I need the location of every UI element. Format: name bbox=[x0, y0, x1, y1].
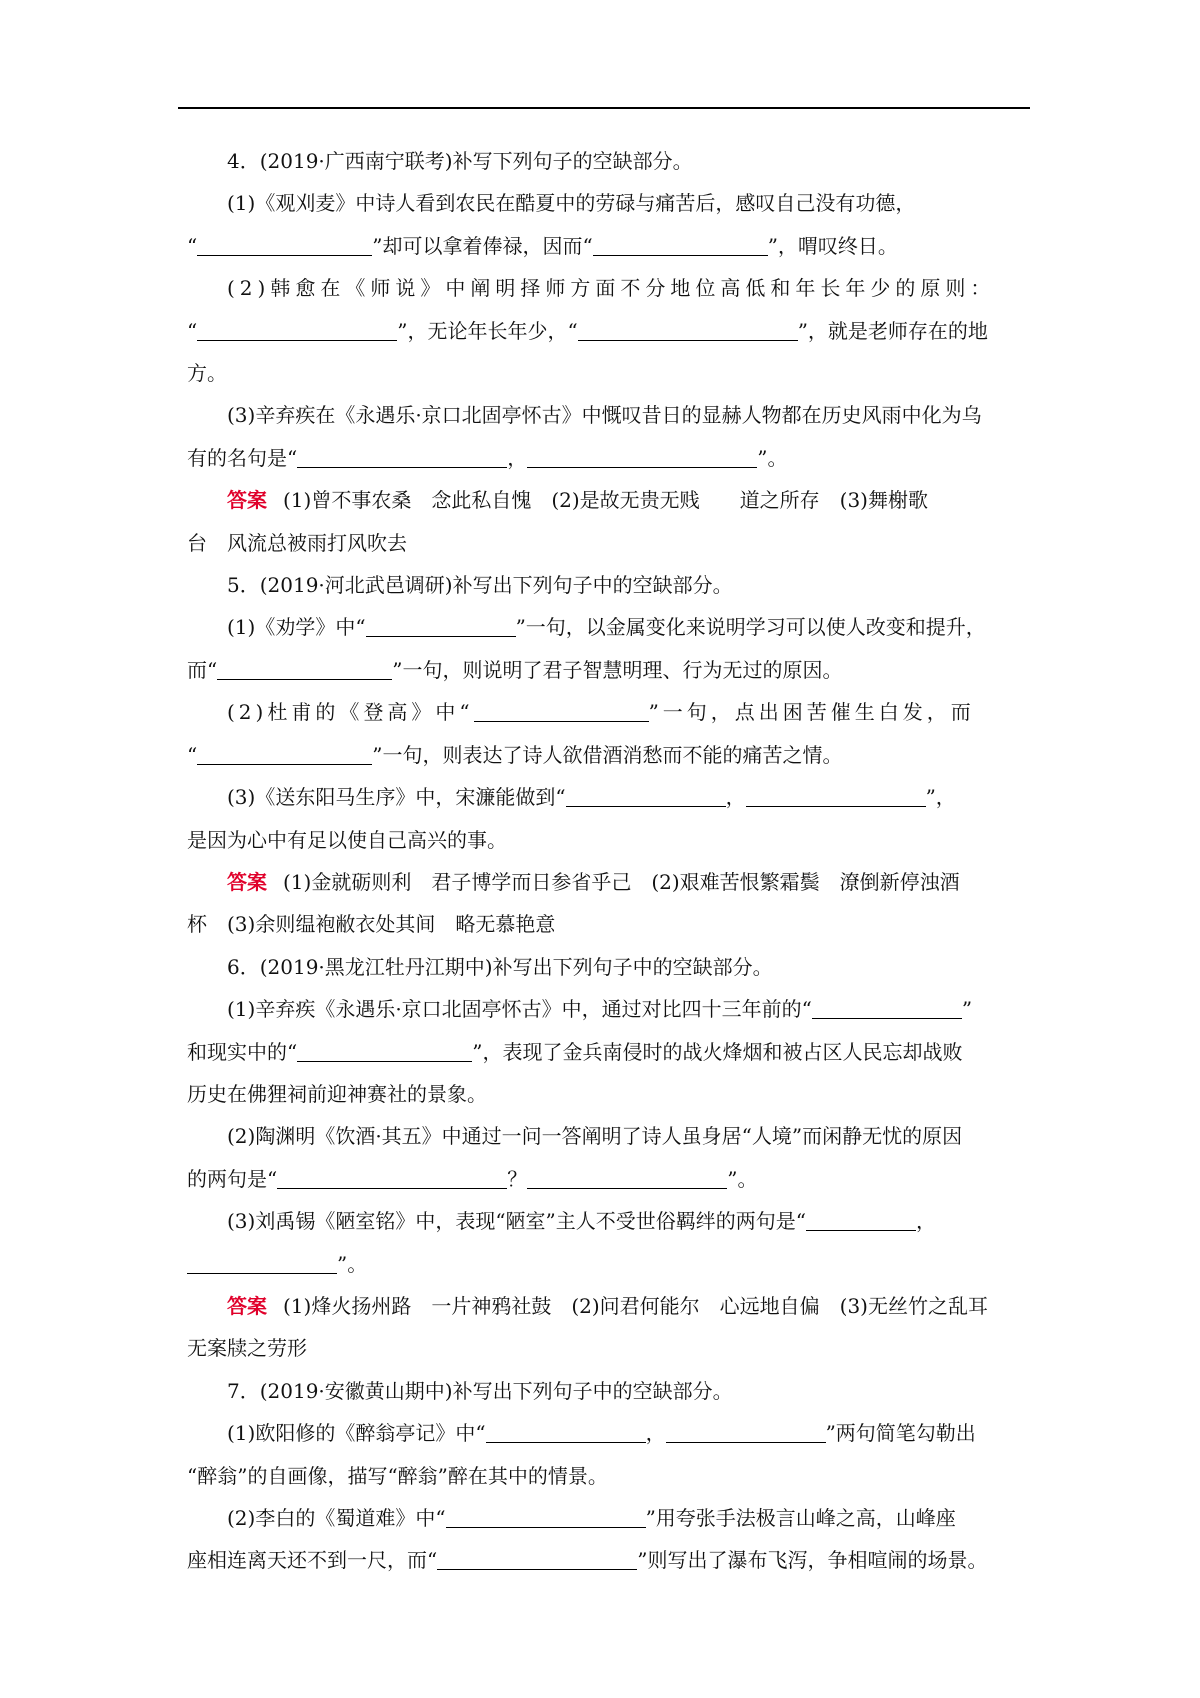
answer-blank[interactable] bbox=[812, 998, 962, 1019]
question-4-answer-cont: 台 风流总被雨打风吹去 bbox=[187, 530, 407, 555]
question-7-heading: 7．(2019·安徽黄山期中)补写出下列句子中的空缺部分。 bbox=[227, 1378, 733, 1403]
question-5-answer: 答案 (1)金就砺则利 君子博学而日参省乎己 (2)艰难苦恨繁霜鬓 潦倒新停浊酒 bbox=[227, 869, 960, 894]
question-6-item-2-cont: 的两句是“ ？ ”。 bbox=[187, 1166, 758, 1191]
question-7-item-2: (2)李白的《蜀道难》中“ ”用夸张手法极言山峰之高，山峰座 bbox=[227, 1506, 956, 1530]
answer-blank[interactable] bbox=[437, 1549, 637, 1570]
question-4-item-2-end: 方。 bbox=[187, 361, 227, 386]
question-4-item-2: (2)韩愈在《师说》中阐明择师方面不分地位高低和年长年少的原则： bbox=[227, 276, 996, 301]
question-4-item-3: (3)辛弃疾在《永遇乐·京口北固亭怀古》中慨叹昔日的显赫人物都在历史风雨中化为乌 bbox=[227, 403, 982, 428]
question-6-answer-cont: 无案牍之劳形 bbox=[187, 1336, 307, 1361]
answer-label: 答案 bbox=[227, 488, 267, 513]
answer-blank[interactable] bbox=[187, 1253, 337, 1274]
question-5-item-3: (3)《送东阳马生序》中，宋濂能做到“ ， ”， bbox=[227, 785, 956, 810]
answer-label: 答案 bbox=[227, 869, 267, 894]
answer-blank[interactable] bbox=[366, 616, 516, 637]
question-7-item-2-cont: 座相连离天还不到一尺，而“ ”则写出了瀑布飞泻，争相喧闹的场景。 bbox=[187, 1548, 988, 1573]
answer-blank[interactable] bbox=[197, 744, 372, 765]
document-body bbox=[187, 140, 1027, 1582]
question-6-item-1-cont: 和现实中的“ ”，表现了金兵南侵时的战火烽烟和被占区人民忘却战败 bbox=[187, 1039, 963, 1064]
answer-blank[interactable] bbox=[746, 786, 926, 807]
answer-blank[interactable] bbox=[277, 1168, 507, 1189]
question-6-item-1: (1)辛弃疾《永遇乐·京口北固亭怀古》中，通过对比四十三年前的“ ” bbox=[227, 997, 973, 1022]
answer-blank[interactable] bbox=[527, 1168, 727, 1189]
question-7-item-1: (1)欧阳修的《醉翁亭记》中“ ， ”两句简笔勾勒出 bbox=[227, 1421, 976, 1446]
question-5-item-3-cont: 是因为心中有足以使自己高兴的事。 bbox=[187, 827, 507, 852]
answer-blank[interactable] bbox=[446, 1507, 646, 1528]
question-4-item-1-cont: “ ”却可以拿着俸禄，因而“ ”，喟叹终日。 bbox=[187, 233, 898, 258]
answer-blank[interactable] bbox=[593, 235, 768, 256]
answer-blank[interactable] bbox=[527, 447, 757, 468]
question-4-item-2-cont: “ ”，无论年长年少，“ ”，就是老师存在的地 bbox=[187, 318, 988, 343]
answer-blank[interactable] bbox=[197, 235, 372, 256]
question-6-heading: 6．(2019·黑龙江牡丹江期中)补写出下列句子中的空缺部分。 bbox=[227, 954, 773, 979]
answer-blank[interactable] bbox=[806, 1210, 916, 1231]
question-5-heading: 5．(2019·河北武邑调研)补写出下列句子中的空缺部分。 bbox=[227, 573, 733, 598]
question-5-item-2: (2)杜甫的《登高》中“ ”一句，点出困苦催生白发，而 bbox=[227, 700, 975, 725]
question-5-item-2-cont: “ ”一句，则表达了诗人欲借酒消愁而不能的痛苦之情。 bbox=[187, 742, 843, 767]
answer-blank[interactable] bbox=[666, 1422, 826, 1443]
question-5-item-1: (1)《劝学》中“ ”一句，以金属变化来说明学习可以使人改变和提升， bbox=[227, 615, 986, 640]
question-4-heading: 4．(2019·广西南宁联考)补写下列句子的空缺部分。 bbox=[227, 149, 693, 173]
question-4-answer: 答案 (1)曾不事农桑 念此私自愧 (2)是故无贵无贱 道之所存 (3)舞榭歌 bbox=[227, 488, 928, 513]
answer-blank[interactable] bbox=[474, 701, 649, 722]
question-6-item-2: (2)陶渊明《饮酒·其五》中通过一问一答阐明了诗人虽身居“人境”而闲静无忧的原因 bbox=[227, 1124, 963, 1149]
question-4-item-1: (1)《观刈麦》中诗人看到农民在酷夏中的劳碌与痛苦后，感叹自己没有功德， bbox=[227, 191, 916, 216]
question-6-item-1-end: 历史在佛狸祠前迎神赛社的景象。 bbox=[187, 1081, 487, 1106]
question-6-item-3-cont: ”。 bbox=[187, 1243, 1027, 1285]
answer-blank[interactable] bbox=[217, 659, 392, 680]
answer-blank[interactable] bbox=[566, 786, 726, 807]
header-rule bbox=[178, 107, 1030, 109]
answer-label: 答案 bbox=[227, 1293, 267, 1318]
answer-blank[interactable] bbox=[297, 447, 507, 468]
answer-blank[interactable] bbox=[197, 320, 397, 341]
question-5-answer-cont: 杯 (3)余则缊袍敝衣处其间 略无慕艳意 bbox=[187, 912, 556, 937]
question-7-item-1-cont: “醉翁”的自画像，描写“醉翁”醉在其中的情景。 bbox=[187, 1463, 608, 1488]
question-6-answer: 答案 (1)烽火扬州路 一片神鸦社鼓 (2)问君何能尔 心远地自偏 (3)无丝竹之乱耳 bbox=[227, 1293, 988, 1318]
question-4-item-3-cont: 有的名句是“ ， ”。 bbox=[187, 445, 788, 470]
question-6-item-3: (3)刘禹锡《陋室铭》中，表现“陋室”主人不受世俗羁绊的两句是“ ， bbox=[227, 1209, 937, 1234]
question-5-item-1-cont: 而“ ”一句，则说明了君子智慧明理、行为无过的原因。 bbox=[187, 657, 843, 682]
answer-blank[interactable] bbox=[486, 1422, 646, 1443]
answer-blank[interactable] bbox=[297, 1041, 472, 1062]
answer-blank[interactable] bbox=[578, 320, 798, 341]
